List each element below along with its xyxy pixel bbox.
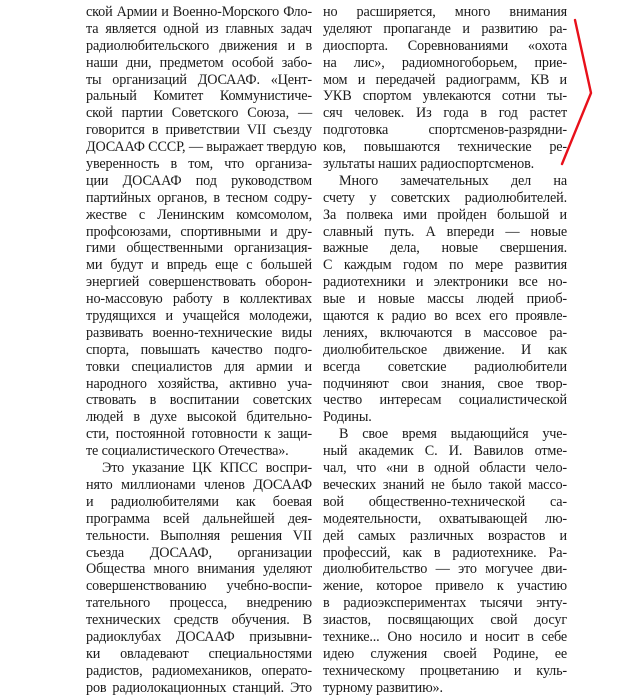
text-line: зиастов, посвящающих свой досуг xyxy=(323,612,567,629)
text-line: на лис», радиомногоборьем, прие- xyxy=(323,54,567,71)
text-line: ров радиолокационных станций. Это xyxy=(86,679,312,696)
text-line: лениях, включаются в массовое ра- xyxy=(323,324,567,341)
text-line: радиолюбительского движения и в xyxy=(86,37,312,54)
text-line: технических средств обучения. В xyxy=(86,612,312,629)
text-line: ции ДОСААФ под руководством xyxy=(86,172,312,189)
text-line: жение, которое привело к участию xyxy=(323,578,567,595)
text-line: ствовать в воспитании советских xyxy=(86,392,312,409)
text-line: технике... Оно носило и носит в себе xyxy=(323,628,567,645)
text-line: дей самых различных возрастов и xyxy=(323,527,567,544)
article-left-column xyxy=(86,4,317,697)
text-line: радистов, радиомехаников, операто- xyxy=(86,662,312,679)
text-line: чал, что «ни в одной области чело- xyxy=(323,460,567,477)
text-line: За полвека ими пройден большой и xyxy=(323,206,567,223)
text-line: ской партии Советского Союза, — xyxy=(86,105,312,122)
text-line: веческих знаний не было такой массо- xyxy=(323,476,567,493)
text-line: Много замечательных дел на xyxy=(339,172,567,189)
text-line: тательного процесса, внедрению xyxy=(86,595,312,612)
text-line: ской Армии и Военно-Морского Фло- xyxy=(86,4,312,20)
text-line: спорта, повышать качество подго- xyxy=(86,341,312,358)
text-line: та является одной из главных задач xyxy=(86,20,312,37)
text-line: чество интересам социалистической xyxy=(323,392,567,409)
text-line: идею служения своей Родине, ее xyxy=(323,645,567,662)
text-line: Общества много внимания уделяют xyxy=(86,561,312,578)
text-line: щаются к радио во всех его проявле- xyxy=(323,308,567,325)
text-line: съезда ДОСААФ, организации xyxy=(86,544,312,561)
text-line: партийных органов, в тесном содру- xyxy=(86,189,312,206)
text-line: людей в духе высокой бдительно- xyxy=(86,409,312,426)
text-line: Это указание ЦК КПСС воспри- xyxy=(102,460,312,477)
text-line: гими общественными организация- xyxy=(86,240,312,257)
text-line: программа всей дальнейшей дея- xyxy=(86,510,312,527)
text-line: Родины. xyxy=(323,409,372,426)
text-line: диоспорта. Соревнованиями «охота xyxy=(323,37,567,54)
text-line: нято миллионами членов ДОСААФ xyxy=(86,476,312,493)
article-right-column xyxy=(323,4,567,697)
text-line: те социалистического Отечества». xyxy=(86,443,289,460)
text-line: ков, повышаются технические ре- xyxy=(323,139,567,156)
text-line: ный академик С. И. Вавилов отме- xyxy=(323,443,567,460)
text-line: уверенность в том, что организа- xyxy=(86,156,312,173)
text-line: сти, постоянной готовности к защи- xyxy=(86,426,312,443)
text-line: вые и новые массы людей приоб- xyxy=(323,291,567,308)
text-line: диолюбительское движение. И как xyxy=(323,341,567,358)
text-line: всегда советские радиолюбители xyxy=(323,358,567,375)
text-line: совершенствованию учебно-воспи- xyxy=(86,578,312,595)
text-line: мом и передачей радиограмм, КВ и xyxy=(323,71,567,88)
text-line: профсоюзами, спортивными и дру- xyxy=(86,223,312,240)
text-line: важные дела, новые свершения. xyxy=(323,240,567,257)
text-line: техническому процветанию и куль- xyxy=(323,662,567,679)
text-line: наши дни, предметом особой забо- xyxy=(86,54,312,71)
text-line: радиоклубах ДОСААФ призывни- xyxy=(86,628,312,645)
text-line: УКВ спортом увлекаются сотни ты- xyxy=(323,88,567,105)
text-line: тельности. Выполняя решения VII xyxy=(86,527,312,544)
text-line: развивать военно-технические виды xyxy=(86,324,312,341)
text-line: и радиолюбителями как боевая xyxy=(86,493,312,510)
text-line: турному развитию». xyxy=(323,679,443,696)
text-line: счету у советских радиолюбителей. xyxy=(323,189,567,206)
text-line: но расширяется, много внимания xyxy=(323,4,567,20)
text-line: В свое время выдающийся уче- xyxy=(339,426,567,443)
text-line: жестве с Ленинским комсомолом, xyxy=(86,206,312,223)
text-line: ральный Комитет Коммунистиче- xyxy=(86,88,312,105)
text-line: славный путь. А впереди — новые xyxy=(323,223,567,240)
text-line: радиотехники и электроники все но- xyxy=(323,274,567,291)
text-line: подчиняют свои знания, свое твор- xyxy=(323,375,567,392)
text-line: ми будут и впредь еще с большей xyxy=(86,257,312,274)
text-line: профессий, как в радиотехнике. Ра- xyxy=(323,544,567,561)
text-line: сяч человек. Из года в год растет xyxy=(323,105,567,122)
text-line: товки специалистов для армии и xyxy=(86,358,312,375)
text-line: уделяют пропаганде и развитию ра- xyxy=(323,20,567,37)
text-line: в радиоэкспериментах тысячи энту- xyxy=(323,595,567,612)
text-line: народного хозяйства, активно уча- xyxy=(86,375,312,392)
text-line: ты организаций ДОСААФ. «Цент- xyxy=(86,71,312,88)
text-line: С каждым годом по мере развития xyxy=(323,257,567,274)
text-line: ки овладевают специальностями xyxy=(86,645,312,662)
text-line: модеятельности, охватывающей лю- xyxy=(323,510,567,527)
text-line: ДОСААФ СССР, — выражает твердую xyxy=(86,139,317,156)
text-line: диолюбительство — это могучее дви- xyxy=(323,561,567,578)
text-line: но-массовую работу в коллективах xyxy=(86,291,312,308)
text-line: энергией совершенствовать оборон- xyxy=(86,274,312,291)
text-line: зультаты наших радиоспортсменов. xyxy=(323,156,535,173)
text-line: вой общественно-технической са- xyxy=(323,493,567,510)
text-line: трудящихся и учащейся молодежи, xyxy=(86,308,312,325)
text-line: говорится в приветствии VII съезду xyxy=(86,122,312,139)
text-line: подготовка спортсменов-разрядни- xyxy=(323,122,567,139)
